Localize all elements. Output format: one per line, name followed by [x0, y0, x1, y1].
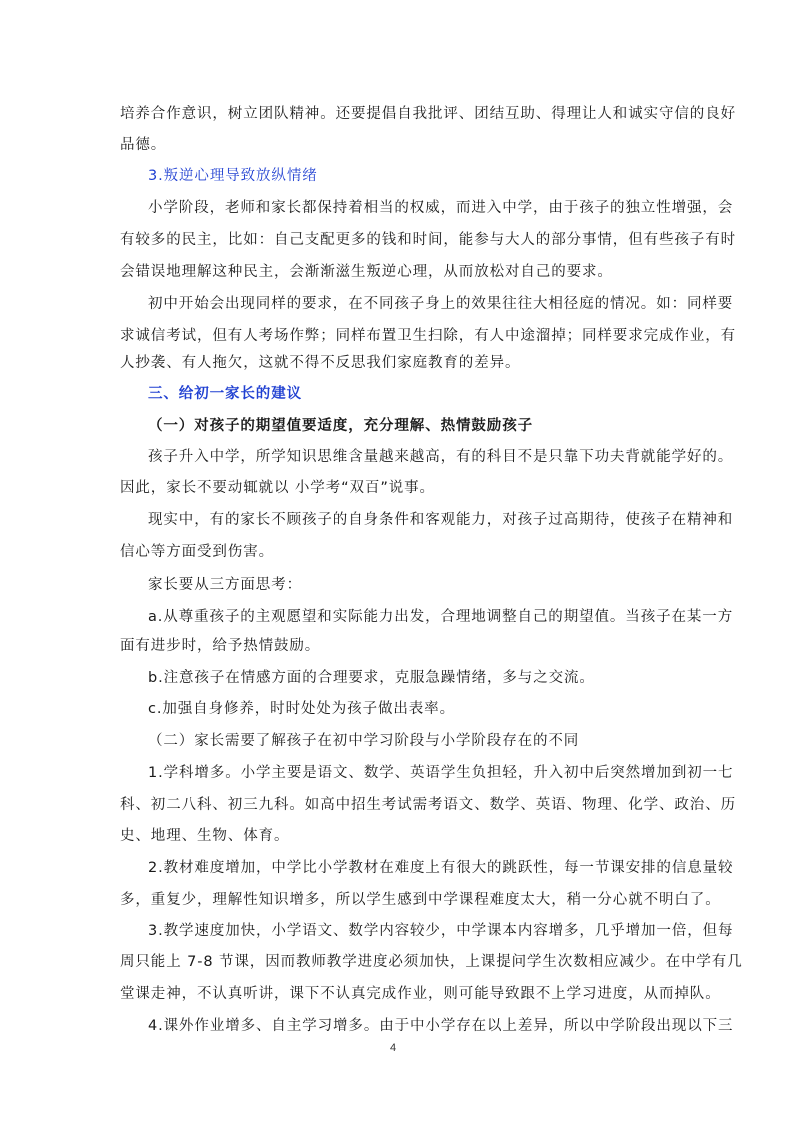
body-text-line: 求诚信考试，但有人考场作弊；同样布置卫生扫除，有人中途溜掉；同样要求完成作业，有: [120, 328, 736, 344]
body-text-line: 会错误地理解这种民主，会渐渐滋生叛逆心理，从而放松对自己的要求。: [120, 264, 613, 280]
body-text-line: 品德。: [120, 137, 167, 153]
body-text-line: 人抄袭、有人拖欠，这就不得不反思我们家庭教育的差异。: [120, 355, 521, 371]
list-item-line: c.加强自身修养，时时处处为孩子做出表率。: [148, 701, 455, 717]
list-item-line: a.从尊重孩子的主观愿望和实际能力出发，合理地调整自己的期望值。当孩子在某一方: [148, 609, 734, 625]
list-item-line: b.注意孩子在情感方面的合理要求，克服急躁情绪，多与之交流。: [148, 670, 595, 686]
section-heading: 三、给初一家长的建议: [148, 386, 302, 402]
list-item-line: 史、地理、生物、体育。: [120, 828, 290, 844]
body-text-line: 培养合作意识，树立团队精神。还要提倡自我批评、团结互助、得理让人和诚实守信的良好: [120, 106, 736, 122]
subsection-heading: 3.叛逆心理导致放纵情绪: [148, 168, 318, 184]
list-item-line: 科、初二八科、初三九科。如高中招生考试需考语文、数学、英语、物理、化学、政治、历: [120, 797, 736, 813]
body-text-line: 小学阶段，老师和家长都保持着相当的权威，而进入中学，由于孩子的独立性增强，会: [148, 200, 734, 216]
list-item-line: 3.教学速度加快，小学语文、数学内容较少，中学课本内容增多，几乎增加一倍，但每: [148, 923, 734, 939]
list-item-line: 4.课外作业增多、自主学习增多。由于中小学存在以上差异，所以中学阶段出现以下三: [148, 1018, 734, 1034]
body-text-line: 因此，家长不要动辄就以 小学考“双百”说事。: [120, 480, 435, 496]
list-item-line: 2.教材难度增加，中学比小学教材在难度上有很大的跳跃性，每一节课安排的信息量较: [148, 860, 734, 876]
list-item-line: 堂课走神，不认真听讲，课下不认真完成作业，则可能导致跟不上学习进度，从而掉队。: [120, 986, 721, 1002]
body-text-line: 家长要从三方面思考：: [148, 577, 302, 593]
list-item-line: 多，重复少，理解性知识增多，所以学生感到中学课程难度太大，稍一分心就不明白了。: [120, 892, 721, 908]
list-item-line: 1.学科增多。小学主要是语文、数学、英语学生负担轻，升入初中后突然增加到初一七: [148, 765, 734, 781]
page-number: 4: [390, 1042, 397, 1054]
list-item-line: 面有进步时，给予热情鼓励。: [120, 638, 321, 654]
body-text-line: 初中开始会出现同样的要求，在不同孩子身上的效果往往大相径庭的情况。如：同样要: [148, 296, 734, 312]
body-text-line: 有较多的民主，比如：自己支配更多的钱和时间，能参与大人的部分事情，但有些孩子有时: [120, 232, 736, 248]
list-item-line: 周只能上 7-8 节课，因而教师教学进度必须加快，上课提问学生次数相应减少。在中学有几: [120, 954, 743, 970]
subsection-heading-bold: （一）对孩子的期望值要适度，充分理解、热情鼓励孩子: [148, 418, 533, 434]
body-text-line: 孩子升入中学，所学知识思维含量越来越高，有的科目不是只靠下功夫背就能学好的。: [148, 449, 734, 465]
body-text-line: 现实中，有的家长不顾孩子的自身条件和客观能力，对孩子过高期待，使孩子在精神和: [148, 512, 734, 528]
body-text-line: 信心等方面受到伤害。: [120, 544, 274, 560]
subsection-heading: （二）家长需要了解孩子在初中学习阶段与小学阶段存在的不同: [148, 733, 580, 749]
